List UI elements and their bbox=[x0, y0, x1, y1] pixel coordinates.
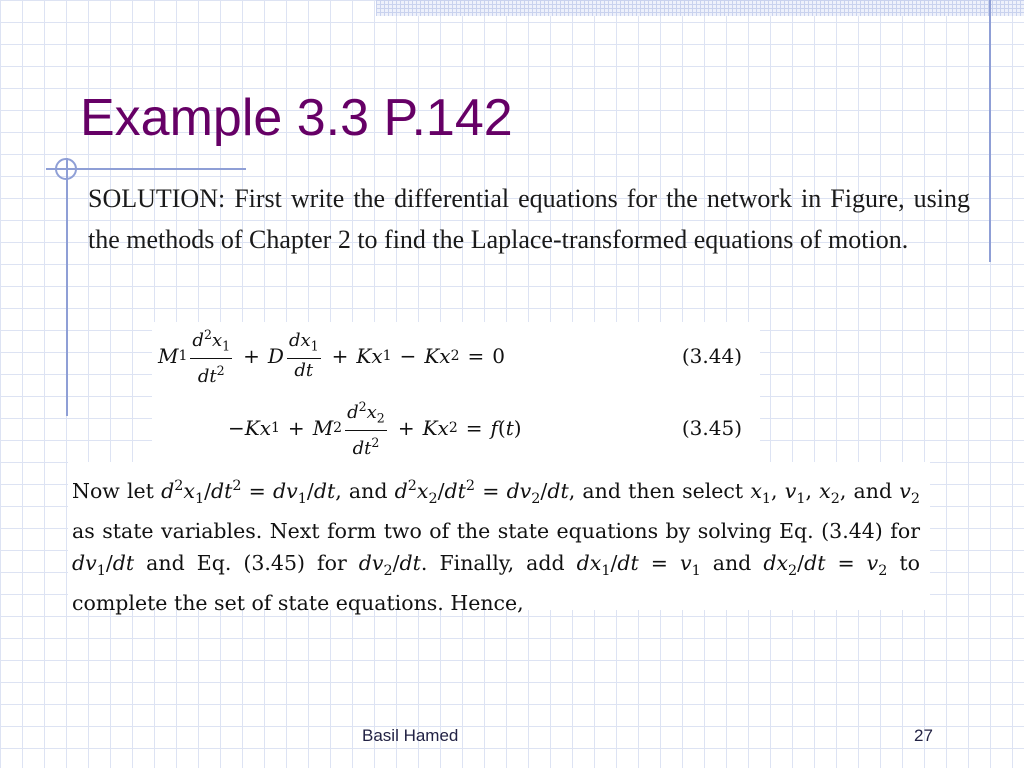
right-accent-line bbox=[989, 0, 991, 262]
equation-block bbox=[152, 322, 760, 462]
state-variable-paragraph: Now let $d^2x_1/dt^2 = dv_1/dt$, and $d^2x_2/dt^2 = dv_2/dt$, and then select $x_1$, $v_1$, $x_2$, and $v_2$ as state variables. Next form two of the state equations by solving Eq. (3.44) for $dv_1/dt$ and Eq. (3.45) for $dv_2/dt$. Finally, add $dx_1/dt = v_1$ and $dx_2/dt = v_2$ to complete the set of state equations. Hence, bbox=[72, 478, 921, 616]
fraction: $\frac{dx_1}{dt}$ bbox=[288, 329, 319, 382]
ring-ornament bbox=[55, 158, 77, 180]
footer-author: Basil Hamed bbox=[362, 726, 459, 745]
equation-number: (3.45) bbox=[681, 416, 742, 440]
left-accent-line bbox=[66, 158, 68, 416]
equation-expression: M 1 $\frac{d^2x_1}{dt^2}$ + D $\frac{dx_1}{dt}$ + Kx 1 − Kx 2 = 0 bbox=[158, 324, 505, 388]
equation-number: (3.44) bbox=[681, 344, 742, 368]
page-number: 27 bbox=[914, 726, 933, 745]
fraction: $\frac{d^2x_1}{dt^2}$ bbox=[190, 323, 232, 390]
slide-title: Example 3.3 P.142 bbox=[80, 89, 513, 147]
fraction: $\frac{d^2x_2}{dt^2}$ bbox=[345, 395, 387, 462]
header-band bbox=[376, 0, 1024, 16]
solution-paragraph: SOLUTION: First write the differential equations for the network in Figure, using the methods of Chapter 2 to find the Laplace-transformed equations of motion. bbox=[88, 184, 970, 254]
textbook-excerpt bbox=[68, 462, 930, 616]
equation-expression: − Kx 1 + M 2 $\frac{d^2x_2}{dt^2}$ + Kx 2 = f ( t ) bbox=[228, 396, 522, 460]
equation-3-44 bbox=[152, 324, 760, 388]
equation-3-45 bbox=[152, 396, 760, 460]
